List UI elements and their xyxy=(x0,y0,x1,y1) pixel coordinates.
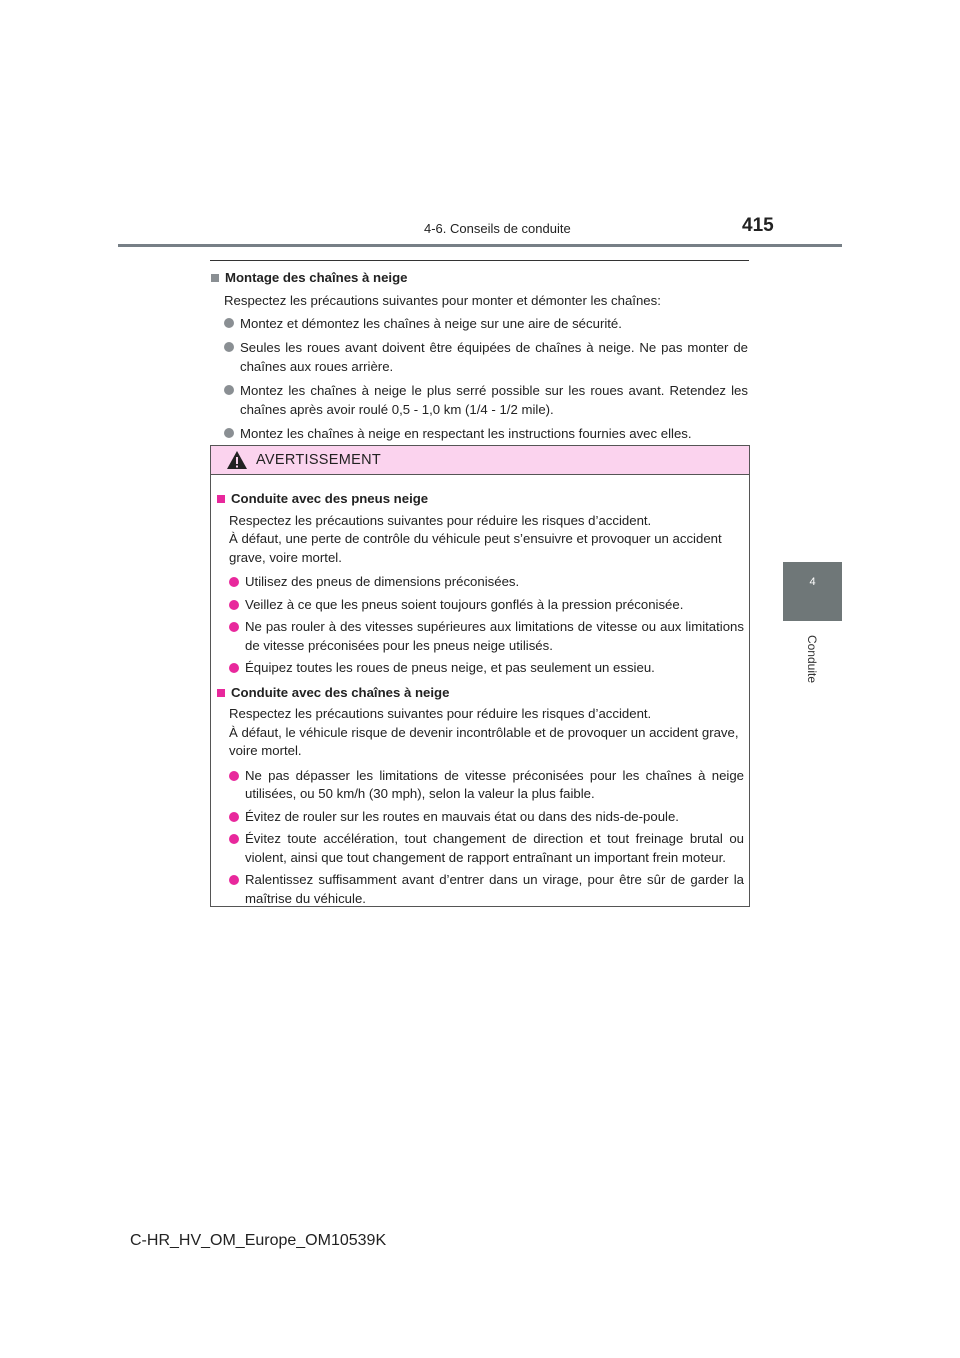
circle-bullet-icon xyxy=(229,663,239,673)
list-item-text: Ralentissez suffisamment avant d’entrer dans un virage, pour être sûr de garder la maîtrise du véhicule. xyxy=(245,872,744,906)
section-heading xyxy=(211,268,748,288)
chapter-label-text: Conduite xyxy=(805,634,819,684)
list-item xyxy=(229,871,744,908)
list-item xyxy=(224,424,748,444)
list-item xyxy=(229,659,744,678)
document-code: C-HR_HV_OM_Europe_OM10539K xyxy=(130,1232,387,1249)
list-item-text: Ne pas dépasser les limitations de vitesse préconisées pour les chaînes à neige utilisées, ou 50 km/h (30 mph), selon la valeur la plus faible. xyxy=(245,767,744,801)
warning-header xyxy=(211,446,749,475)
warning-triangle-icon xyxy=(226,450,248,470)
header-divider xyxy=(118,244,842,247)
content-divider xyxy=(210,260,749,261)
circle-bullet-icon xyxy=(229,577,239,587)
section-heading-text: Montage des chaînes à neige xyxy=(225,270,408,285)
list-item xyxy=(229,618,744,655)
warning-intro xyxy=(229,705,744,761)
circle-bullet-icon xyxy=(229,771,239,781)
list-item xyxy=(224,338,748,377)
section-title: 4-6. Conseils de conduite xyxy=(424,221,571,236)
warning-intro-line: À défaut, une perte de contrôle du véhicule peut s’ensuivre et provoquer un accident grave, voire mortel. xyxy=(229,531,722,565)
list-item-text: Ne pas rouler à des vitesses supérieures aux limitations de vitesse ou aux limitations de vitesse préconisées pour les pneus neige utilisés. xyxy=(245,619,744,653)
list-item-text: Montez les chaînes à neige en respectant les instructions fournies avec elles. xyxy=(240,425,692,441)
list-item xyxy=(224,314,748,334)
warning-subheading xyxy=(217,490,744,509)
chapter-number: 4 xyxy=(809,576,816,588)
square-bullet-icon xyxy=(217,689,225,697)
warning-title: AVERTISSEMENT xyxy=(256,452,382,468)
list-item xyxy=(229,830,744,867)
chapter-tab xyxy=(783,562,842,621)
circle-bullet-icon xyxy=(229,834,239,844)
list-item-text: Montez et démontez les chaînes à neige sur une aire de sécurité. xyxy=(240,316,622,331)
warning-body xyxy=(211,475,749,908)
list-item xyxy=(229,596,744,615)
warning-subheading-text: Conduite avec des pneus neige xyxy=(231,491,429,506)
circle-bullet-icon xyxy=(224,342,234,352)
circle-bullet-icon xyxy=(229,812,239,822)
section-intro: Respectez les précautions suivantes pour monter et démonter les chaînes: xyxy=(224,292,661,308)
list-item xyxy=(229,808,744,827)
circle-bullet-icon xyxy=(224,318,234,328)
warning-subheading-text: Conduite avec des chaînes à neige xyxy=(231,684,450,700)
list-item xyxy=(229,767,744,804)
list-item-text: Utilisez des pneus de dimensions préconisées. xyxy=(245,574,520,589)
circle-bullet-icon xyxy=(224,385,234,395)
page-number: 415 xyxy=(742,215,774,236)
snow-chains-section xyxy=(210,268,748,447)
warning-box xyxy=(210,445,750,907)
warning-intro-line: Respectez les précautions suivantes pour réduire les risques d’accident. xyxy=(229,512,652,528)
list-item-text: Évitez toute accélération, tout changement de direction et tout freinage brutal ou violent, ainsi que tout changement de rapport entraînant un important frein moteur. xyxy=(245,831,744,865)
list-item-text: Équipez toutes les roues de pneus neige, et pas seulement un essieu. xyxy=(245,660,655,675)
square-bullet-icon xyxy=(217,495,225,503)
list-item-text: Seules les roues avant doivent être équipées de chaînes à neige. Ne pas monter de chaînes aux roues arrière. xyxy=(240,339,748,374)
warning-intro xyxy=(229,512,744,568)
list-item xyxy=(229,573,744,592)
warning-intro-line: À défaut, le véhicule risque de devenir incontrôlable et de provoquer un accident grave, voire mortel. xyxy=(229,724,739,758)
list-item-text: Évitez de rouler sur les routes en mauvais état ou dans des nids-de-poule. xyxy=(245,808,679,824)
warning-intro-line: Respectez les précautions suivantes pour réduire les risques d’accident. xyxy=(229,706,652,721)
circle-bullet-icon xyxy=(229,875,239,885)
circle-bullet-icon xyxy=(224,428,234,438)
circle-bullet-icon xyxy=(229,600,239,610)
square-bullet-icon xyxy=(211,274,219,282)
warning-subheading xyxy=(217,684,744,703)
circle-bullet-icon xyxy=(229,622,239,632)
list-item xyxy=(224,381,748,420)
list-item-text: Veillez à ce que les pneus soient toujours gonflés à la pression préconisée. xyxy=(245,596,684,612)
list-item-text: Montez les chaînes à neige le plus serré possible sur les roues avant. Retendez les chaînes après avoir roulé 0,5 - 1,0 km (1/4 - 1/2 mile). xyxy=(240,382,748,417)
